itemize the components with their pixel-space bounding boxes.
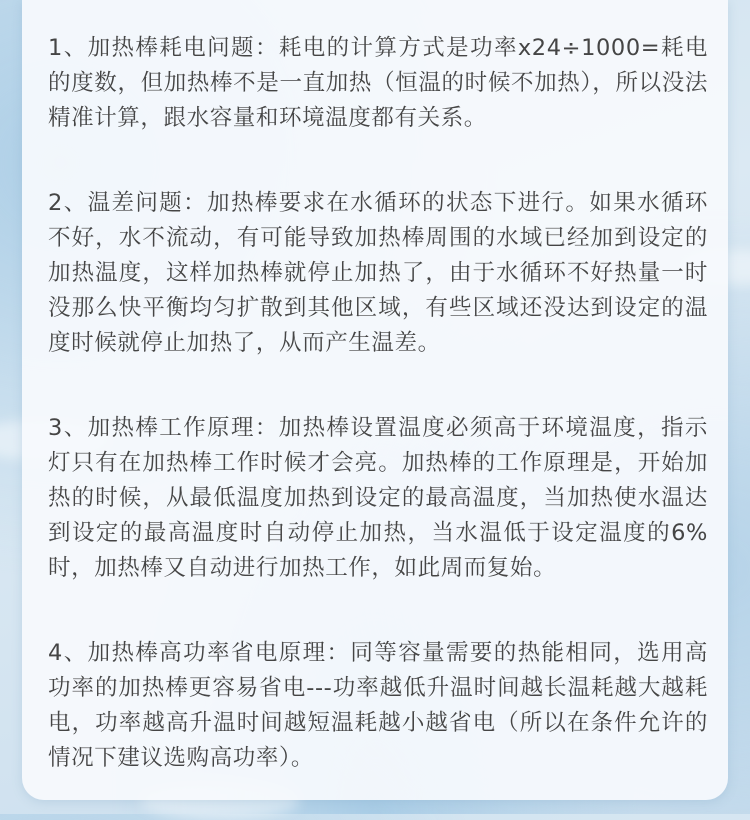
paragraph-working-principle: 3、加热棒工作原理：加热棒设置温度必须高于环境温度，指示灯只有在加热棒工作时候才会亮。加热棒的工作原理是，开始加热的时候，从最低温度加热到设定的最高温度，当加热使水温达到设定的最高温度时自动停止加热，当水温低于设定温度的6%时，加热棒又自动进行加热工作，如此周而复始。 [48, 415, 708, 581]
paragraph-power-consumption: 1、加热棒耗电问题：耗电的计算方式是功率x24÷1000=耗电的度数，但加热棒不是一直加热（恒温的时候不加热），所以没法精准计算，跟水容量和环境温度都有关系。 [48, 35, 708, 131]
article-body [48, 31, 708, 776]
paragraph-high-power-saving: 4、加热棒高功率省电原理：同等容量需要的热能相同，选用高功率的加热棒更容易省电---功率越低升温时间越长温耗越大越耗电，功率越高升温时间越短温耗越小越省电（所以在条件允许的情况下建议选购高功率）。 [48, 640, 708, 771]
paragraph-temperature-difference: 2、温差问题：加热棒要求在水循环的状态下进行。如果水循环不好，水不流动，有可能导致加热棒周围的水域已经加到设定的加热温度，这样加热棒就停止加热了，由于水循环不好热量一时没那么快平衡均匀扩散到其他区域，有些区域还没达到设定的温度时候就停止加热了，从而产生温差。 [48, 190, 708, 356]
